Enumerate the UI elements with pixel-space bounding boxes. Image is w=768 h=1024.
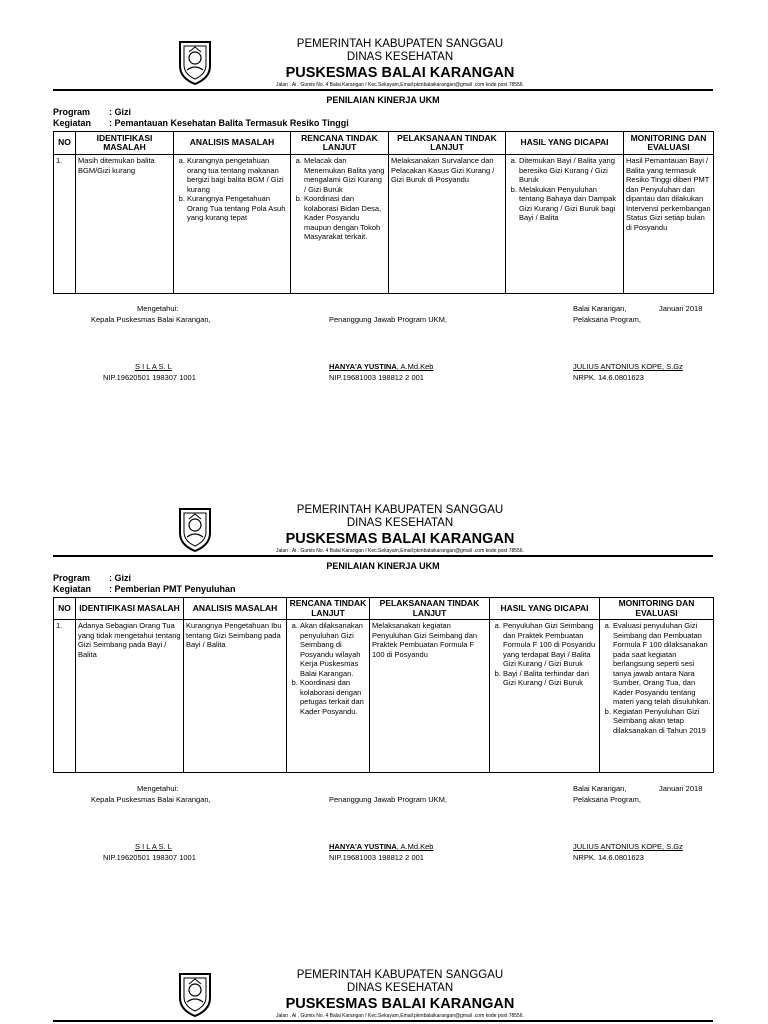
kepala-nip: NIP.19620501 198307 1001 bbox=[103, 853, 196, 862]
header-rencana: RENCANA TINDAK LANJUT bbox=[291, 132, 389, 155]
list-item: b. Kurangnya Pengetahuan Orang Tua tentang Pola Asuh yang kurang tepat bbox=[187, 194, 288, 223]
cell-no: 1. bbox=[54, 620, 76, 773]
letterhead-government: PEMERINTAH KABUPATEN SANGGAU bbox=[296, 504, 504, 516]
pelaksana-title: Pelaksana Program, bbox=[573, 795, 641, 804]
header-hasil: HASIL YANG DICAPAI bbox=[506, 132, 624, 155]
header-monitoring: MONITORING DAN EVALUASI bbox=[624, 132, 714, 155]
program-value: : Gizi bbox=[109, 107, 131, 117]
letterhead-government: PEMERINTAH KABUPATEN SANGGAU bbox=[296, 969, 504, 981]
cell-pelaksanaan: Melaksanakan kegiatan Penyuluhan Gizi Seimbang dan Praktek Pembuatan Formula F 100 di Posyandu bbox=[370, 620, 490, 773]
document-title: PENILAIAN KINERJA UKM bbox=[326, 95, 440, 105]
list-item: a. Kurangnya pengetahuan orang tua tentang makanan bergizi bagi balita BGM / Gizi kurang bbox=[187, 156, 288, 194]
sanggau-regency-crest-icon bbox=[176, 970, 214, 1018]
kepala-title: Kepala Puskesmas Balai Karangan, bbox=[91, 315, 211, 324]
header-analisis: ANALISIS MASALAH bbox=[184, 598, 287, 620]
pj-title: Penanggung Jawab Program UKM, bbox=[329, 315, 447, 324]
program-label: Program bbox=[53, 107, 91, 117]
cell-no: 1. bbox=[54, 155, 76, 294]
pelaksana-title: Pelaksana Program, bbox=[573, 315, 641, 324]
date-label: Januari 2018 bbox=[659, 784, 703, 793]
mengetahui-label: Mengetahui: bbox=[137, 784, 179, 793]
list-item: b. Koordinasi dan kolaborasi Bidan Desa, Kader Posyandu maupun dengan Tokoh Masyarakat terkait. bbox=[304, 194, 386, 242]
place-label: Balai Karangan, bbox=[573, 304, 627, 313]
cell-identifikasi: Masih ditemukan balita BGM/Gizi kurang bbox=[76, 155, 174, 294]
pelaksana-nrpk: NRPK. 14.6.0801623 bbox=[573, 853, 644, 862]
cell-pelaksanaan: Melaksanakan Survalance dan Pelacakan Kasus Gizi Kurang / Gizi Buruk di Posyandu bbox=[389, 155, 506, 294]
cell-monitoring: Hasil Pemantauan Bayi / Balita yang termasuk Resiko Tinggi diberi PMT dan Penyuluhan dan dipantau dan dilakukan Intervensi perkembangan Status Gizi setiap bulan di Posyandu bbox=[624, 155, 714, 294]
cell-identifikasi: Adanya Sebagian Orang Tua yang tidak mengetahui tentang Gizi Seimbang pada Bayi / Balita bbox=[76, 620, 184, 773]
header-identifikasi: IDENTIFIKASI MASALAH bbox=[76, 598, 184, 620]
header-pelaksanaan: PELAKSANAAN TINDAK LANJUT bbox=[389, 132, 506, 155]
kegiatan-value: : Pemantauan Kesehatan Balita Termasuk Resiko Tinggi bbox=[109, 118, 349, 128]
letterhead-government: PEMERINTAH KABUPATEN SANGGAU bbox=[296, 38, 504, 50]
pelaksana-name: JULIUS ANTONIUS KOPE, S.Gz bbox=[573, 842, 683, 851]
pelaksana-name: JULIUS ANTONIUS KOPE, S.Gz bbox=[573, 362, 683, 371]
pj-suffix: , A.Md.Keb bbox=[396, 362, 434, 371]
letterhead-address: Jalan . Ai . Gumis No. 4 Balai Karangan I Kec.Sekayam,Email:pkmbalaikarangan@gmail .com kode post 78556. bbox=[276, 548, 524, 554]
letterhead-agency: DINAS KESEHATAN bbox=[346, 517, 454, 529]
pj-nip: NIP.19681003 198812 2 001 bbox=[329, 853, 424, 862]
kepala-name: S I L A S. L bbox=[135, 362, 172, 371]
document-title: PENILAIAN KINERJA UKM bbox=[326, 561, 440, 571]
header-monitoring: MONITORING DAN EVALUASI bbox=[600, 598, 714, 620]
kegiatan-label: Kegiatan bbox=[53, 118, 92, 128]
date-label: Januari 2018 bbox=[659, 304, 703, 313]
letterhead bbox=[230, 969, 570, 1020]
kegiatan-value: : Pemberian PMT Penyuluhan bbox=[109, 584, 236, 594]
list-item: b. Kegiatan Penyuluhan Gizi Seimbang akan tetap dilaksanakan di Tahun 2019 bbox=[613, 707, 711, 736]
letterhead-divider bbox=[53, 1020, 713, 1022]
kegiatan-label: Kegiatan bbox=[53, 584, 92, 594]
mengetahui-label: Mengetahui: bbox=[137, 304, 179, 313]
list-item: a. Ditemukan Bayi / Balita yang beresiko Gizi Kurang / Gizi Buruk bbox=[519, 156, 621, 185]
list-item: a. Akan dilaksanakan penyuluhan Gizi Seimbang di Posyandu wilayah Kerja Puskesmas Balai Karangan. bbox=[300, 621, 367, 678]
kepala-nip: NIP.19620501 198307 1001 bbox=[103, 373, 196, 382]
letterhead-address: Jalan . Ai . Gumis No. 4 Balai Karangan I Kec.Sekayam,Email:pkmbalaikarangan@gmail .com kode post 78556. bbox=[276, 82, 524, 88]
list-item: b. Melakukan Penyuluhan tentang Bahaya dan Dampak Gizi Kurang / Gizi Buruk bagi Bayi / Balita bbox=[519, 185, 621, 223]
header-pelaksanaan: PELAKSANAAN TINDAK LANJUT bbox=[370, 598, 490, 620]
pj-name: HANYA'A YUSTINA bbox=[329, 842, 397, 851]
pj-title: Penanggung Jawab Program UKM, bbox=[329, 795, 447, 804]
kepala-title: Kepala Puskesmas Balai Karangan, bbox=[91, 795, 211, 804]
header-no: NO bbox=[54, 598, 76, 620]
letterhead-institution: PUSKESMAS BALAI KARANGAN bbox=[285, 531, 515, 547]
list-item: b. Bayi / Balita terhindar dari Gizi Kurang / Gizi Buruk bbox=[503, 669, 597, 688]
place-label: Balai Karangan, bbox=[573, 784, 627, 793]
list-item: b. Koordinasi dan kolaborasi dengan petugas terkait dan Kader Posyandu. bbox=[300, 678, 367, 716]
list-item: a. Evaluasi penyuluhan Gizi Seimbang dan Pembuatan Formula F 100 dilaksanakan pada saat kegiatan berlangsung seperti sesi tanya jawab antara Nara Sumber, Orang Tua, dan Kader Posyandu tentang materi yang telah disuluhkan. bbox=[613, 621, 711, 707]
letterhead-institution: PUSKESMAS BALAI KARANGAN bbox=[285, 996, 515, 1012]
list-item: a. Penyuluhan Gizi Seimbang dan Praktek Pembuatan Formula F 100 di Posyandu yang terdapat Bayi / Balita Gizi Kurang / Gizi Buruk bbox=[503, 621, 597, 669]
program-label: Program bbox=[53, 573, 91, 583]
letterhead-institution: PUSKESMAS BALAI KARANGAN bbox=[285, 65, 515, 81]
letterhead-address: Jalan . Ai . Gumis No. 4 Balai Karangan I Kec.Sekayam,Email:pkmbalaikarangan@gmail .com kode post 78556. bbox=[276, 1013, 524, 1019]
header-identifikasi: IDENTIFIKASI MASALAH bbox=[76, 132, 174, 155]
header-no: NO bbox=[54, 132, 76, 155]
pelaksana-nrpk: NRPK. 14.6.0801623 bbox=[573, 373, 644, 382]
cell-analisis: Kurangnya Pengetahuan Ibu tentang Gizi Seimbang pada Bayi / Balita bbox=[184, 620, 287, 773]
kepala-name: S I L A S. L bbox=[135, 842, 172, 851]
letterhead-agency: DINAS KESEHATAN bbox=[346, 982, 454, 994]
pj-suffix: , A.Md.Keb bbox=[396, 842, 434, 851]
letterhead-agency: DINAS KESEHATAN bbox=[346, 51, 454, 63]
header-hasil: HASIL YANG DICAPAI bbox=[490, 598, 600, 620]
pj-name: HANYA'A YUSTINA bbox=[329, 362, 397, 371]
list-item: a. Melacak dan Menemukan Balita yang mengalami Gizi Kurang / Gizi Buruk bbox=[304, 156, 386, 194]
pj-nip: NIP.19681003 198812 2 001 bbox=[329, 373, 424, 382]
header-analisis: ANALISIS MASALAH bbox=[174, 132, 291, 155]
program-value: : Gizi bbox=[109, 573, 131, 583]
header-rencana: RENCANA TINDAK LANJUT bbox=[287, 598, 370, 620]
